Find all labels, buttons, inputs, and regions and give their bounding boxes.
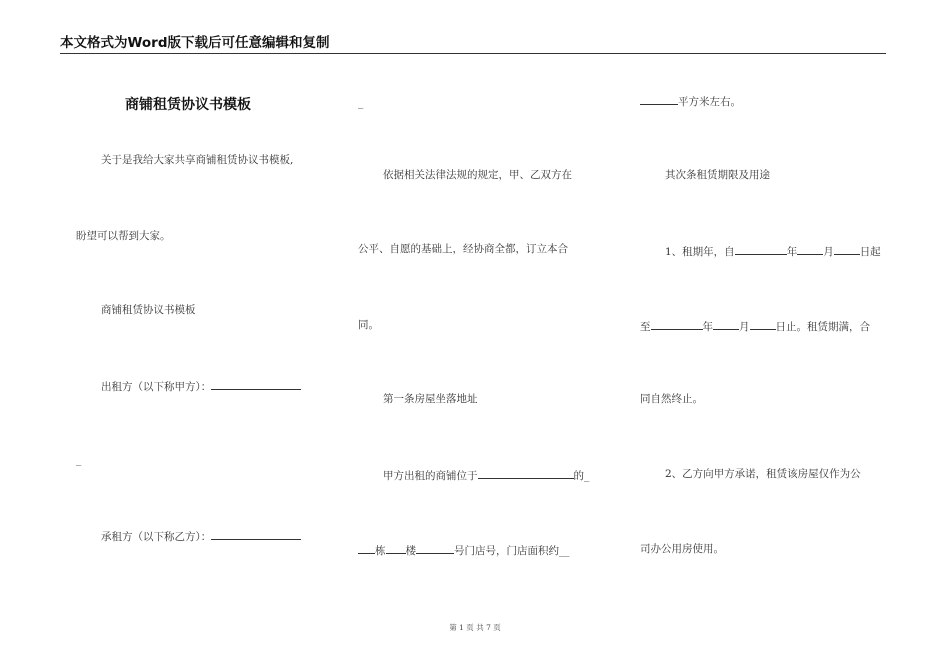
number-blank	[416, 542, 454, 554]
document-header: 本文格式为Word版下载后可任意编辑和复制	[60, 33, 886, 54]
address-line-1	[383, 467, 589, 483]
end-year-blank	[651, 318, 703, 330]
para1-line-1: 依据相关法律法规的规定，甲、乙双方在	[383, 169, 572, 181]
lessee-line	[101, 528, 301, 544]
dash-col1: _	[76, 454, 82, 466]
area-blank	[640, 93, 678, 105]
subtitle: 商铺租赁协议书模板	[101, 304, 196, 316]
lessee-blank	[211, 528, 301, 540]
end-month-label: 月	[739, 321, 750, 333]
lessor-label: 出租方（以下称甲方）：	[101, 381, 212, 393]
term-end-label: 至	[640, 321, 651, 333]
dash-col2: _	[358, 97, 364, 109]
area-suffix: 平方米左右。	[678, 96, 741, 108]
address-blank	[478, 467, 574, 479]
end-day-text: 日止。租赁期满，合	[775, 321, 870, 333]
address-line-2	[358, 542, 570, 558]
term-start-label: 1、租期年，自	[665, 246, 735, 258]
start-year-label: 年	[786, 246, 798, 258]
start-month-label: 月	[823, 246, 834, 258]
shop-number-text: 号门店号，门店面积约__	[454, 545, 570, 557]
end-month-blank	[713, 318, 739, 330]
start-month-blank	[797, 243, 823, 255]
start-year-blank	[735, 243, 787, 255]
address-text-b: 的_	[573, 470, 590, 482]
area-line	[640, 93, 741, 109]
para1-line-3: 同。	[358, 319, 379, 331]
article-1-title: 第一条房屋坐落地址	[383, 393, 478, 405]
intro-line-1: 关于是我给大家共享商铺租赁协议书模板,	[101, 154, 294, 166]
lessor-blank	[211, 378, 301, 390]
start-day-blank	[834, 243, 860, 255]
document-title: 商铺租赁协议书模板	[125, 97, 251, 113]
floor-label: 楼	[405, 545, 416, 557]
end-year-label: 年	[702, 321, 713, 333]
end-day-blank	[750, 318, 776, 330]
para1-line-2: 公平、自愿的基础上，经协商全都，订立本合	[358, 243, 568, 255]
lessor-line	[101, 378, 301, 394]
lessee-label: 承租方（以下称乙方）：	[101, 531, 212, 543]
use-line-1: 2、乙方向甲方承诺，租赁该房屋仅作为公	[665, 468, 861, 480]
start-day-label: 日起	[859, 246, 881, 258]
building-blank	[358, 542, 375, 554]
page-footer: 第 1 页 共 7 页	[449, 623, 501, 632]
article-2-title: 其次条租赁期限及用途	[665, 169, 770, 181]
use-line-2: 司办公用房使用。	[640, 543, 724, 555]
term-line-1	[665, 243, 881, 259]
intro-line-2: 盼望可以帮到大家。	[76, 230, 171, 242]
address-text-a: 甲方出租的商铺位于	[383, 470, 478, 482]
building-label: 栋	[375, 545, 386, 557]
floor-blank	[386, 542, 406, 554]
term-line-2	[640, 318, 870, 334]
term-line-3: 同自然终止。	[640, 393, 703, 405]
